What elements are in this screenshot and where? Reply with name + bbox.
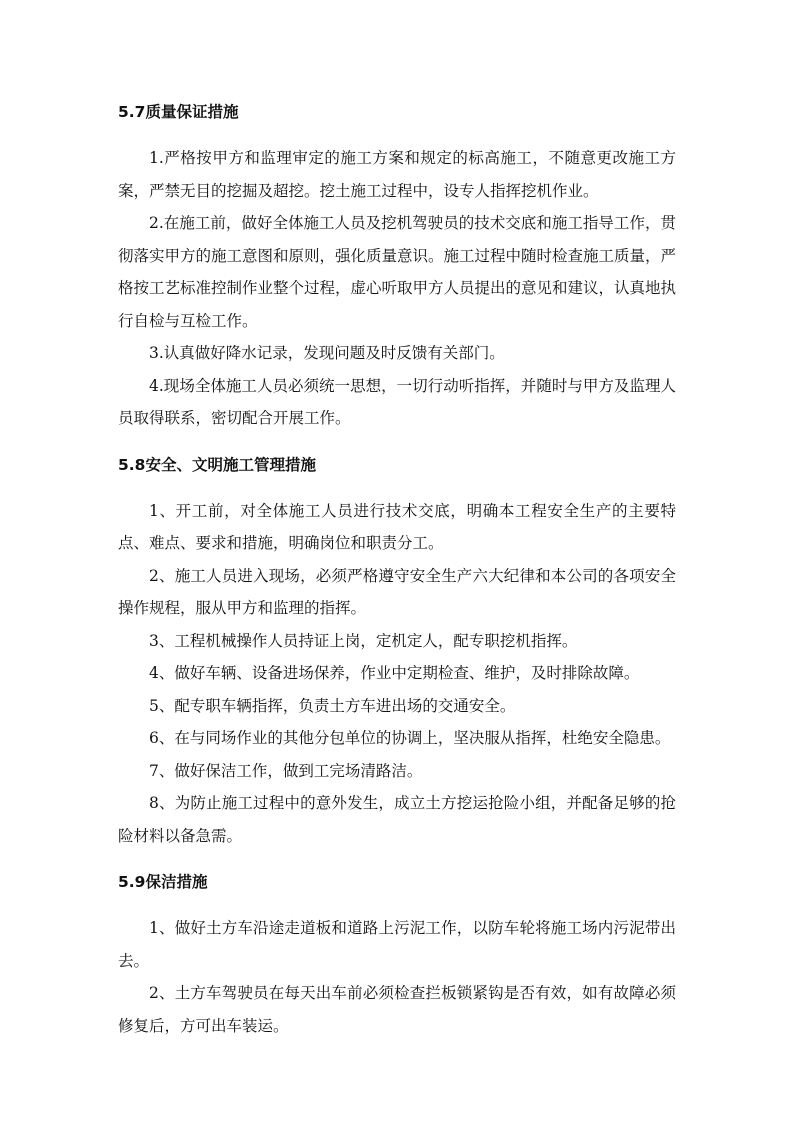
paragraph: 4.现场全体施工人员必须统一思想，一切行动听指挥，并随时与甲方及监理人员取得联系，密切配合开展工作。 (118, 376, 676, 427)
paragraph: 7、做好保洁工作，做到工完场清路洁。 (149, 761, 423, 780)
paragraph: 5、配专职车辆指挥，负责土方车进出场的交通安全。 (149, 696, 516, 715)
section-body-5-9 (118, 912, 676, 1042)
paragraph: 3、工程机械操作人员持证上岗，定机定人，配专职挖机指挥。 (149, 631, 578, 650)
section-body-5-8 (118, 495, 676, 853)
paragraph: 2、施工人员进入现场，必须严格遵守安全生产六大纪律和本公司的各项安全操作规程，服从甲方和监理的指挥。 (118, 566, 676, 617)
section-body-5-7 (118, 142, 676, 435)
paragraph: 8、为防止施工过程中的意外发生，成立土方挖运抢险小组，并配备足够的抢险材料以备急需。 (118, 794, 676, 845)
section-heading-5-9: 5.9保洁措施 (118, 873, 208, 891)
section-heading-5-7: 5.7质量保证措施 (118, 103, 239, 121)
paragraph: 4、做好车辆、设备进场保养，作业中定期检查、维护，及时排除故障。 (149, 664, 640, 682)
paragraph: 1、开工前，对全体施工人员进行技术交底，明确本工程安全生产的主要特点、难点、要求和措施，明确岗位和职责分工。 (118, 501, 676, 552)
paragraph: 2.在施工前，做好全体施工人员及挖机驾驶员的技术交底和施工指导工作，贯彻落实甲方的施工意图和原则，强化质量意识。施工过程中随时检查施工质量，严格按工艺标准控制作业整个过程，虚心听取甲方人员提出的意见和建议，认真地执行自检与互检工作。 (118, 214, 677, 330)
paragraph: 6、在与同场作业的其他分包单位的协调上，坚决服从指挥，杜绝安全隐患。 (149, 729, 671, 747)
paragraph: 2、土方车驾驶员在每天出车前必须检查拦板锁紧钩是否有效，如有故障必须修复后，方可出车装运。 (118, 984, 676, 1035)
section-heading-5-8: 5.8安全、文明施工管理措施 (118, 455, 316, 474)
paragraph: 1、做好土方车沿途走道板和道路上污泥工作，以防车轮将施工场内污泥带出去。 (118, 919, 676, 970)
paragraph: 1.严格按甲方和监理审定的施工方案和规定的标高施工，不随意更改施工方案，严禁无目的挖掘及超挖。挖土施工过程中，设专人指挥挖机作业。 (118, 149, 676, 200)
paragraph: 3.认真做好降水记录，发现问题及时反馈有关部门。 (149, 344, 505, 362)
